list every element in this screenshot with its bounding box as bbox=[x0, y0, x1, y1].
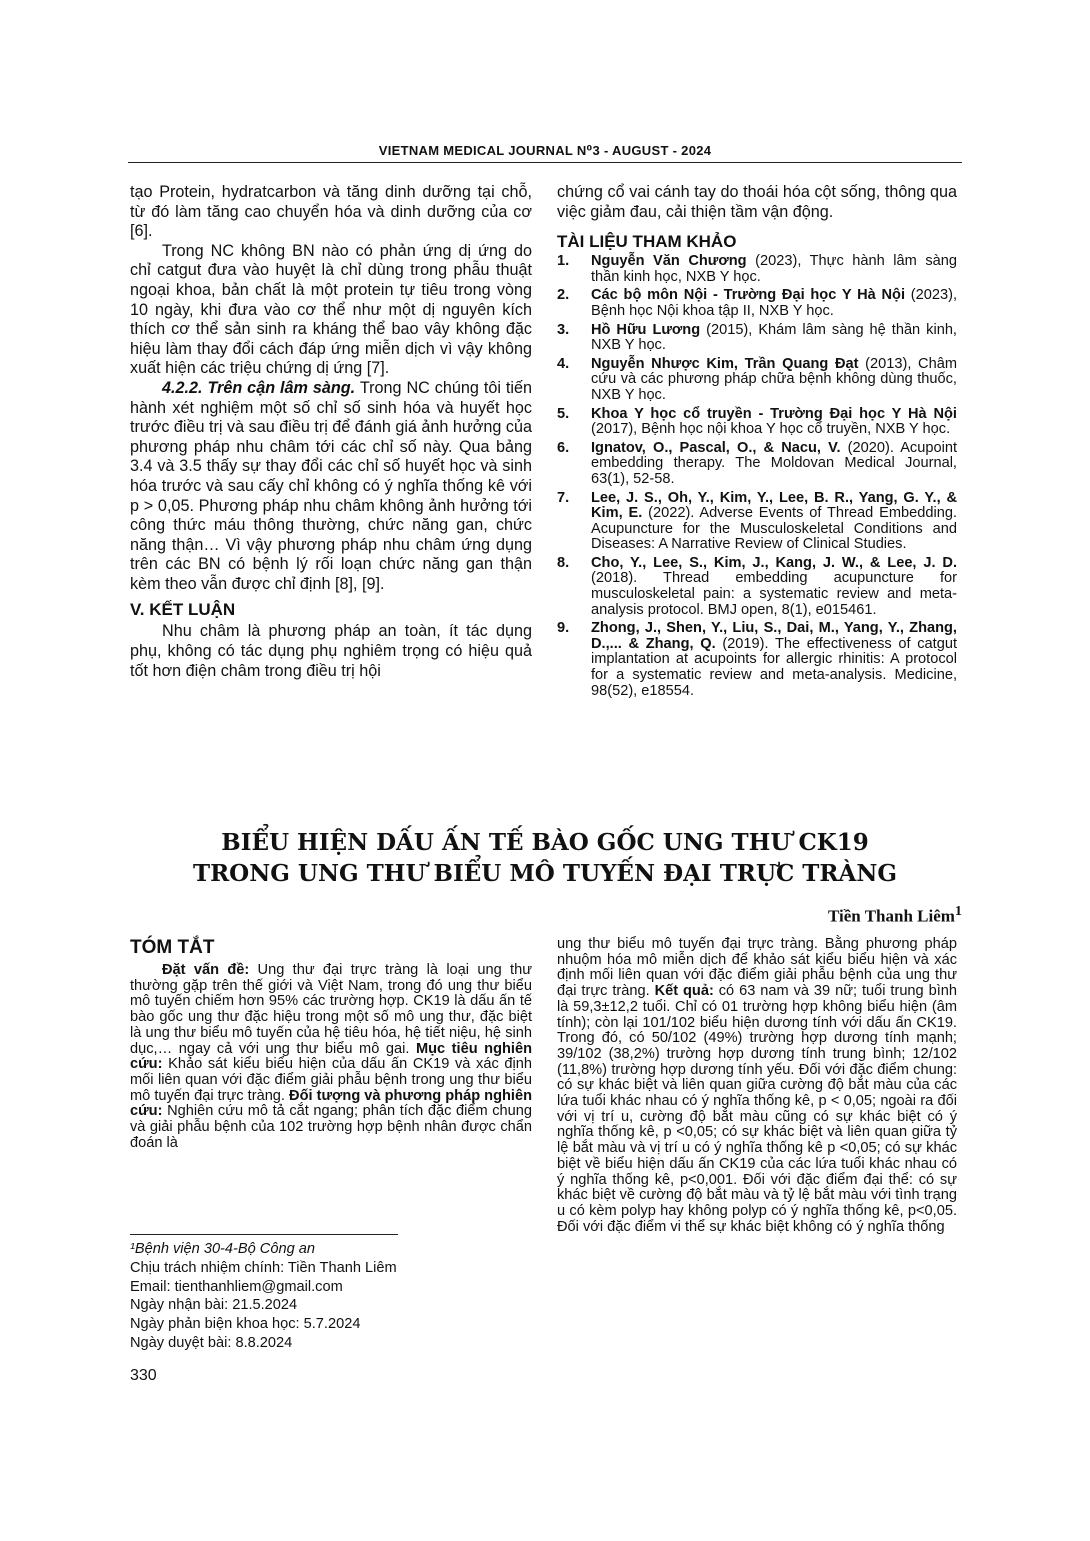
abstract-left-text bbox=[130, 963, 532, 1151]
reference-authors: Nguyễn Nhược Kim, Trần Quang Đạt bbox=[591, 355, 859, 372]
reference-item bbox=[557, 323, 957, 354]
references-list bbox=[557, 254, 957, 699]
author-name bbox=[828, 903, 962, 927]
reference-text bbox=[591, 441, 957, 488]
abstract-keyword-methods: Đối tượng và phương pháp nghiên cứu: bbox=[130, 1087, 532, 1120]
reference-authors: Cho, Y., Lee, S., Kim, J., Kang, J. W., & Lee, J. D. bbox=[591, 554, 957, 571]
footnote bbox=[130, 1240, 397, 1353]
reference-number: 8. bbox=[557, 554, 570, 571]
reference-text bbox=[591, 407, 957, 438]
footnote-rule bbox=[130, 1234, 398, 1235]
reference-authors: Lee, J. S., Oh, Y., Kim, Y., Lee, B. R., Yang, G. Y., & Kim, E. bbox=[591, 489, 957, 522]
reference-number: 3. bbox=[557, 321, 570, 338]
reference-authors: Khoa Y học cổ truyền - Trường Đại học Y Hà Nội bbox=[591, 405, 957, 422]
paragraph-allergy: Trong NC không BN nào có phản ứng dị ứng do chỉ catgut đưa vào huyệt là chỉ dùng trong phẫu thuật ngoại khoa, bản chất là một protein tự tiêu trong vòng 10 ngày, khi đưa vào cơ thể như một dị nguyên kích thích cơ thể sản sinh ra kháng thể bao vây không đặc hiệu làm thay đổi cách đáp ứng miễn dịch vì vậy không xuất hiện các triệu chứng dị ứng [7]. bbox=[130, 241, 532, 378]
reference-details: (2022). Adverse Events of Thread Embedding. Acupuncture for the Musculoskeletal Conditions and Diseases: A Narrative Review of Clinical Studies. bbox=[591, 505, 957, 553]
author-affiliation-mark: 1 bbox=[954, 903, 962, 919]
abstract-methods-cont: ung thư biểu mô tuyến đại trực tràng. Bằng phương pháp nhuộm hóa mô miễn dịch để khảo sát kiểu biểu hiện và xác định mối liên quan với đặc điểm giải phẫu bệnh của ung thư đại trực tràng. bbox=[557, 936, 957, 1000]
reference-item bbox=[557, 556, 957, 618]
reference-item bbox=[557, 407, 957, 438]
abstract-keyword-objective: Mục tiêu nghiên cứu: bbox=[130, 1040, 532, 1073]
reference-details: (2018). Thread embedding acupuncture for musculoskeletal pain: a systematic review and meta-analysis protocol. BMJ open, 8(1), e015461. bbox=[591, 570, 957, 618]
author-text: Tiền Thanh Liêm bbox=[828, 906, 955, 926]
reference-details: (2020). Acupoint embedding therapy. The Moldovan Medical Journal, 63(1), 52-58. bbox=[591, 439, 957, 487]
reference-number: 1. bbox=[557, 253, 570, 270]
reference-authors: Nguyễn Văn Chương bbox=[591, 253, 747, 270]
reference-text bbox=[591, 357, 957, 404]
paragraph-continuation-right: chứng cổ vai cánh tay do thoái hóa cột sống, thông qua việc giảm đau, cải thiện tầm vận động. bbox=[557, 183, 957, 221]
reference-text bbox=[591, 323, 957, 354]
abstract-objective: Khảo sát kiểu biểu hiện của dấu ấn CK19 và xác định mối liên quan với đặc điểm giải phẫu bệnh trong ung thư biểu mô tuyến đại trực tràng. bbox=[130, 1056, 532, 1104]
reference-number: 7. bbox=[557, 489, 570, 506]
abstract-keyword-results: Kết quả: bbox=[654, 983, 714, 1000]
references-heading: TÀI LIỆU THAM KHẢO bbox=[557, 232, 737, 252]
reference-details: (2017), Bệnh học nội khoa Y học cổ truyền, NXB Y học. bbox=[591, 421, 951, 438]
reference-authors: Ignatov, O., Pascal, O., & Nacu, V. bbox=[591, 439, 841, 456]
reference-number: 9. bbox=[557, 620, 570, 637]
reference-text bbox=[591, 556, 957, 618]
abstract-methods: Nghiên cứu mô tả cắt ngang; phân tích đặc điểm chung và giải phẫu bệnh của 102 trường hợp bệnh nhân được chẩn đoán là bbox=[130, 1103, 532, 1151]
reference-item bbox=[557, 491, 957, 553]
abstract-keyword-background: Đặt vấn đề: bbox=[162, 962, 250, 978]
paragraph-paraclinical bbox=[130, 379, 532, 595]
footnote-email: Email: tienthanhliem@gmail.com bbox=[130, 1278, 343, 1295]
header-rule bbox=[128, 162, 962, 163]
reference-details: (2023), Bệnh học Nội khoa tập II, NXB Y học. bbox=[591, 287, 958, 319]
reference-authors: Zhong, J., Shen, Y., Liu, S., Dai, M., Yang, Y., Zhang, D.,... & Zhang, Q. bbox=[591, 620, 957, 652]
footnote-accepted: Ngày duyệt bài: 8.8.2024 bbox=[130, 1334, 293, 1351]
reference-details: (2013), Châm cứu và các phương pháp chữa bệnh không dùng thuốc, NXB Y học. bbox=[591, 355, 957, 403]
abstract-left-column bbox=[130, 937, 532, 1151]
top-left-column bbox=[130, 183, 532, 681]
paragraph-paraclinical-text: Trong NC chúng tôi tiến hành xét nghiệm một số chỉ số sinh hóa và huyết học trước điều trị và sau điều trị để đánh giá ảnh hưởng của phương pháp nhu châm tới các chỉ số này. Qua bảng 3.4 và 3.5 thấy sự thay đổi các chỉ số huyết học và sinh hóa trước và sau cấy chỉ không có ý nghĩa thống kê với p > 0,05. Phương pháp nhu châm không ảnh hưởng tới công thức máu thông thường, chức năng gan, chức năng thận… Vì vậy phương pháp nhu châm ứng dụng trên các BN có bệnh lý rối loạn chức năng gan thận kèm theo vẫn được chỉ định [8], [9]. bbox=[130, 378, 532, 593]
paragraph-continuation: tạo Protein, hydratcarbon và tăng dinh dưỡng tại chỗ, từ đó làm tăng cao chuyển hóa và dinh dưỡng của cơ [6]. bbox=[130, 183, 532, 241]
abstract-results: có 63 nam và 39 nữ; tuổi trung bình là 59,3±12,2 tuổi. Chỉ có 01 trường hợp không biểu hiện (âm tính); còn lại 101/102 biểu hiện dương tính với dấu ấn CK19. Trong đó, có 50/102 (49%) trường hợp dương tính mạnh; 39/102 (38,2%) trường hợp dương tính trung bình; 12/102 (11,8%) trường hợp dương tính yếu. Đối với đặc điểm chung: có sự khác biệt và liên quan giữa cường độ bắt màu của các lứa tuổi khác nhau có ý nghĩa thống kê, p < 0,05; ngoài ra đối với vị trí u, cường độ bắt màu cũng có sự khác biệt có ý nghĩa thống kê, p <0,05; có sự khác biệt và liên quan giữa tỷ lệ bắt màu và vị trí u có ý nghĩa thống kê p <0,05; có sự khác biệt về biểu hiện dấu ấn CK19 của các lứa tuổi khác nhau có ý nghĩa thống kê, p<0,001. Đối với đặc điểm đại thể: có sự khác biệt về cường độ bắt màu và tỷ lệ bắt màu với tình trạng u có kèm polyp hay không polyp có ý nghĩa thống kê, p<0,05. Đối với đặc điểm vi thể sự khác biệt không có ý nghĩa thống bbox=[557, 983, 958, 1235]
page-number: 330 bbox=[130, 1367, 157, 1384]
summary-heading: TÓM TẮT bbox=[130, 937, 215, 958]
reference-details: (2015), Khám lâm sàng hệ thần kinh, NXB Y học. bbox=[591, 321, 957, 354]
article-title-line2: TRONG UNG THƯ BIỂU MÔ TUYẾN ĐẠI TRỰC TRÀNG bbox=[192, 860, 898, 887]
reference-authors: Các bộ môn Nội - Trường Đại học Y Hà Nội bbox=[591, 287, 905, 304]
reference-text bbox=[591, 288, 957, 319]
reference-item bbox=[557, 254, 957, 285]
reference-text bbox=[591, 254, 957, 285]
footnote-corresponding: Chịu trách nhiệm chính: Tiền Thanh Liêm bbox=[130, 1259, 397, 1276]
reference-details: (2023), Thực hành lâm sàng thần kinh học, NXB Y học. bbox=[591, 253, 957, 285]
paragraph-conclusion: Nhu châm là phương pháp an toàn, ít tác dụng phụ, không có tác dụng phụ nghiêm trọng có hiệu quả tốt hơn điện châm trong điều trị hội bbox=[130, 622, 532, 680]
footnote-affiliation: ¹Bệnh viện 30-4-Bộ Công an bbox=[130, 1241, 315, 1257]
subsection-heading: 4.2.2. Trên cận lâm sàng. bbox=[162, 378, 356, 397]
reference-text bbox=[591, 621, 957, 699]
footnote-reviewed: Ngày phản biện khoa học: 5.7.2024 bbox=[130, 1316, 361, 1333]
reference-item bbox=[557, 357, 957, 404]
reference-authors: Hồ Hữu Lương bbox=[591, 321, 701, 338]
reference-item bbox=[557, 621, 957, 699]
reference-number: 5. bbox=[557, 405, 570, 422]
reference-item bbox=[557, 288, 957, 319]
reference-number: 6. bbox=[557, 439, 570, 456]
abstract-right-text bbox=[557, 937, 957, 1235]
footnote-received: Ngày nhận bài: 21.5.2024 bbox=[130, 1297, 298, 1314]
journal-header: VIETNAM MEDICAL JOURNAL N⁰3 - AUGUST - 2024 bbox=[378, 143, 712, 158]
abstract-background: Ung thư đại trực tràng là loại ung thư thường gặp trên thế giới và Việt Nam, trong đó ung thư biểu mô tuyến chiếm hơn 95% các trường hợp. CK19 là dấu ấn tế bào gốc ung thư đặc hiệu trong một số mô ung thư, đặc biệt là ung thư biểu mô tuyến của hệ tiêu hóa, hệ tiết niệu, hệ sinh dục,… ngay cả với ung thư biểu mô gai. bbox=[130, 962, 532, 1057]
reference-item bbox=[557, 441, 957, 488]
article-title-line1: BIỂU HIỆN DẤU ẤN TẾ BÀO GỐC UNG THƯ CK19 bbox=[221, 829, 869, 856]
reference-text bbox=[591, 491, 957, 553]
reference-number: 4. bbox=[557, 355, 570, 372]
conclusion-heading: V. KẾT LUẬN bbox=[130, 600, 236, 620]
top-right-column bbox=[557, 183, 957, 702]
reference-details: (2019). The effectiveness of catgut implantation at acupoints for allergic rhinitis: A protocol for a systematic review and meta-analysis. Medicine, 98(52), e18554. bbox=[591, 635, 958, 699]
abstract-right-column bbox=[557, 937, 957, 1235]
reference-number: 2. bbox=[557, 287, 570, 304]
